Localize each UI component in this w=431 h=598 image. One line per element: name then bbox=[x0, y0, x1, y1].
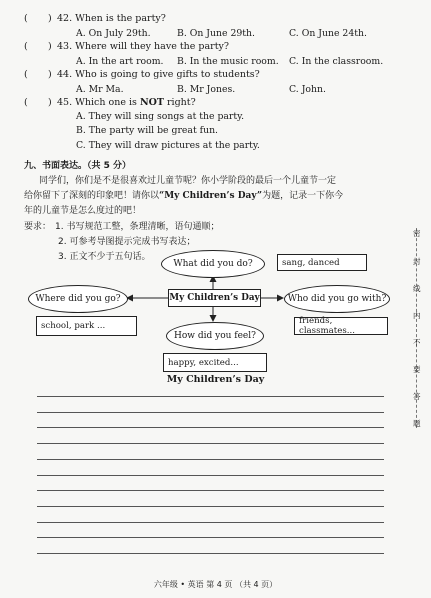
option-c: C. On June 24th. bbox=[289, 28, 367, 39]
seal-line-char: 内 bbox=[413, 311, 421, 320]
answer-paren-close: ) bbox=[48, 97, 52, 108]
writing-line bbox=[37, 427, 384, 428]
writing-title: My Children’s Day bbox=[166, 374, 265, 385]
writing-line bbox=[37, 537, 384, 538]
seal-line-char: 不 bbox=[413, 338, 421, 347]
section-title: 九、书面表达。（共 5 分） bbox=[24, 161, 132, 171]
question-text: 44. Who is going to give gifts to students? bbox=[57, 69, 260, 80]
seal-line-char: 答 bbox=[413, 392, 421, 401]
mindmap-right-node: Who did you go with? bbox=[284, 285, 390, 313]
mindmap-right-hint: friends, classmates... bbox=[294, 317, 388, 335]
option-c: C. They will draw pictures at the party. bbox=[76, 140, 260, 151]
mindmap-left-node: Where did you go? bbox=[28, 285, 128, 313]
question-number: 44 bbox=[57, 69, 70, 80]
option-a: A. Mr Ma. bbox=[76, 84, 124, 95]
mindmap-left-hint: school, park ... bbox=[36, 316, 137, 336]
writing-line bbox=[37, 412, 384, 413]
writing-line bbox=[37, 443, 384, 444]
question-prompt: Which one is bbox=[75, 97, 140, 108]
answer-paren-open: ( bbox=[24, 97, 28, 108]
requirement-1: 1. 书写规范工整，条理清晰，语句通顺； bbox=[55, 222, 220, 232]
writing-line bbox=[37, 506, 384, 507]
question-text: 43. Where will they have the party? bbox=[57, 41, 229, 52]
mindmap-top-node: What did you do? bbox=[161, 250, 265, 278]
question-prompt: Who is going to give gifts to students? bbox=[75, 69, 260, 80]
writing-line bbox=[37, 475, 384, 476]
answer-paren-open: ( bbox=[24, 13, 28, 24]
seal-line-char: 要 bbox=[413, 365, 421, 374]
answer-paren-close: ) bbox=[48, 41, 52, 52]
writing-line bbox=[37, 396, 384, 397]
question-text: 45. Which one is NOT right? bbox=[57, 97, 196, 108]
intro-line-3: 年的儿童节是怎么度过的吧！ bbox=[24, 206, 142, 216]
question-text: 42. When is the party? bbox=[57, 13, 166, 24]
mindmap-top-hint: sang, danced bbox=[277, 254, 367, 271]
mindmap-bottom-hint: happy, excited... bbox=[163, 353, 267, 372]
option-c: C. In the classroom. bbox=[289, 56, 384, 67]
answer-paren-open: ( bbox=[24, 41, 28, 52]
writing-line bbox=[37, 553, 384, 554]
question-number: 42 bbox=[57, 13, 70, 24]
option-a: A. On July 29th. bbox=[76, 28, 151, 39]
question-number: 45 bbox=[57, 97, 70, 108]
intro-line-1: 同学们，你们是不是很喜欢过儿童节呢？你小学阶段的最后一个儿童节一定 bbox=[39, 176, 337, 186]
requirements-label: 要求： bbox=[24, 222, 52, 232]
writing-line bbox=[37, 459, 384, 460]
seal-line-char: 封 bbox=[413, 257, 421, 266]
page-footer: 六年级 • 英语 第 4 页 （共 4 页） bbox=[153, 580, 278, 589]
intro-topic: “My Children’s Day” bbox=[159, 191, 263, 201]
requirement-3: 3. 正文不少于五句话。 bbox=[58, 252, 151, 262]
mindmap-center-node: My Children’s Day bbox=[168, 289, 261, 307]
option-a: A. In the art room. bbox=[76, 56, 164, 67]
seal-line-char: 题 bbox=[413, 419, 421, 428]
question-prompt: right? bbox=[163, 97, 196, 108]
option-b: B. The party will be great fun. bbox=[76, 125, 219, 136]
option-b: B. In the music room. bbox=[177, 56, 279, 67]
intro-line-2-start: 给你留下了深刻的印象吧！请你以 bbox=[24, 191, 160, 201]
option-c: C. John. bbox=[289, 84, 326, 95]
mindmap-bottom-node: How did you feel? bbox=[166, 322, 264, 350]
option-b: B. On June 29th. bbox=[177, 28, 255, 39]
writing-line bbox=[37, 490, 384, 491]
intro-line-2-end: 为题，记录一下你今 bbox=[262, 191, 344, 201]
answer-paren-close: ) bbox=[48, 69, 52, 80]
writing-line bbox=[37, 522, 384, 523]
question-number: 43 bbox=[57, 41, 70, 52]
seal-line-char: 线 bbox=[413, 284, 421, 293]
requirement-2: 2. 可参考导图提示完成书写表达； bbox=[58, 237, 196, 247]
question-prompt: Where will they have the party? bbox=[75, 41, 229, 52]
answer-paren-open: ( bbox=[24, 69, 28, 80]
question-prompt-emphasis: NOT bbox=[139, 97, 164, 108]
option-a: A. They will sing songs at the party. bbox=[76, 111, 245, 122]
answer-paren-close: ) bbox=[48, 13, 52, 24]
option-b: B. Mr Jones. bbox=[177, 84, 236, 95]
seal-line-char: 密 bbox=[413, 229, 421, 238]
question-prompt: When is the party? bbox=[75, 13, 166, 24]
